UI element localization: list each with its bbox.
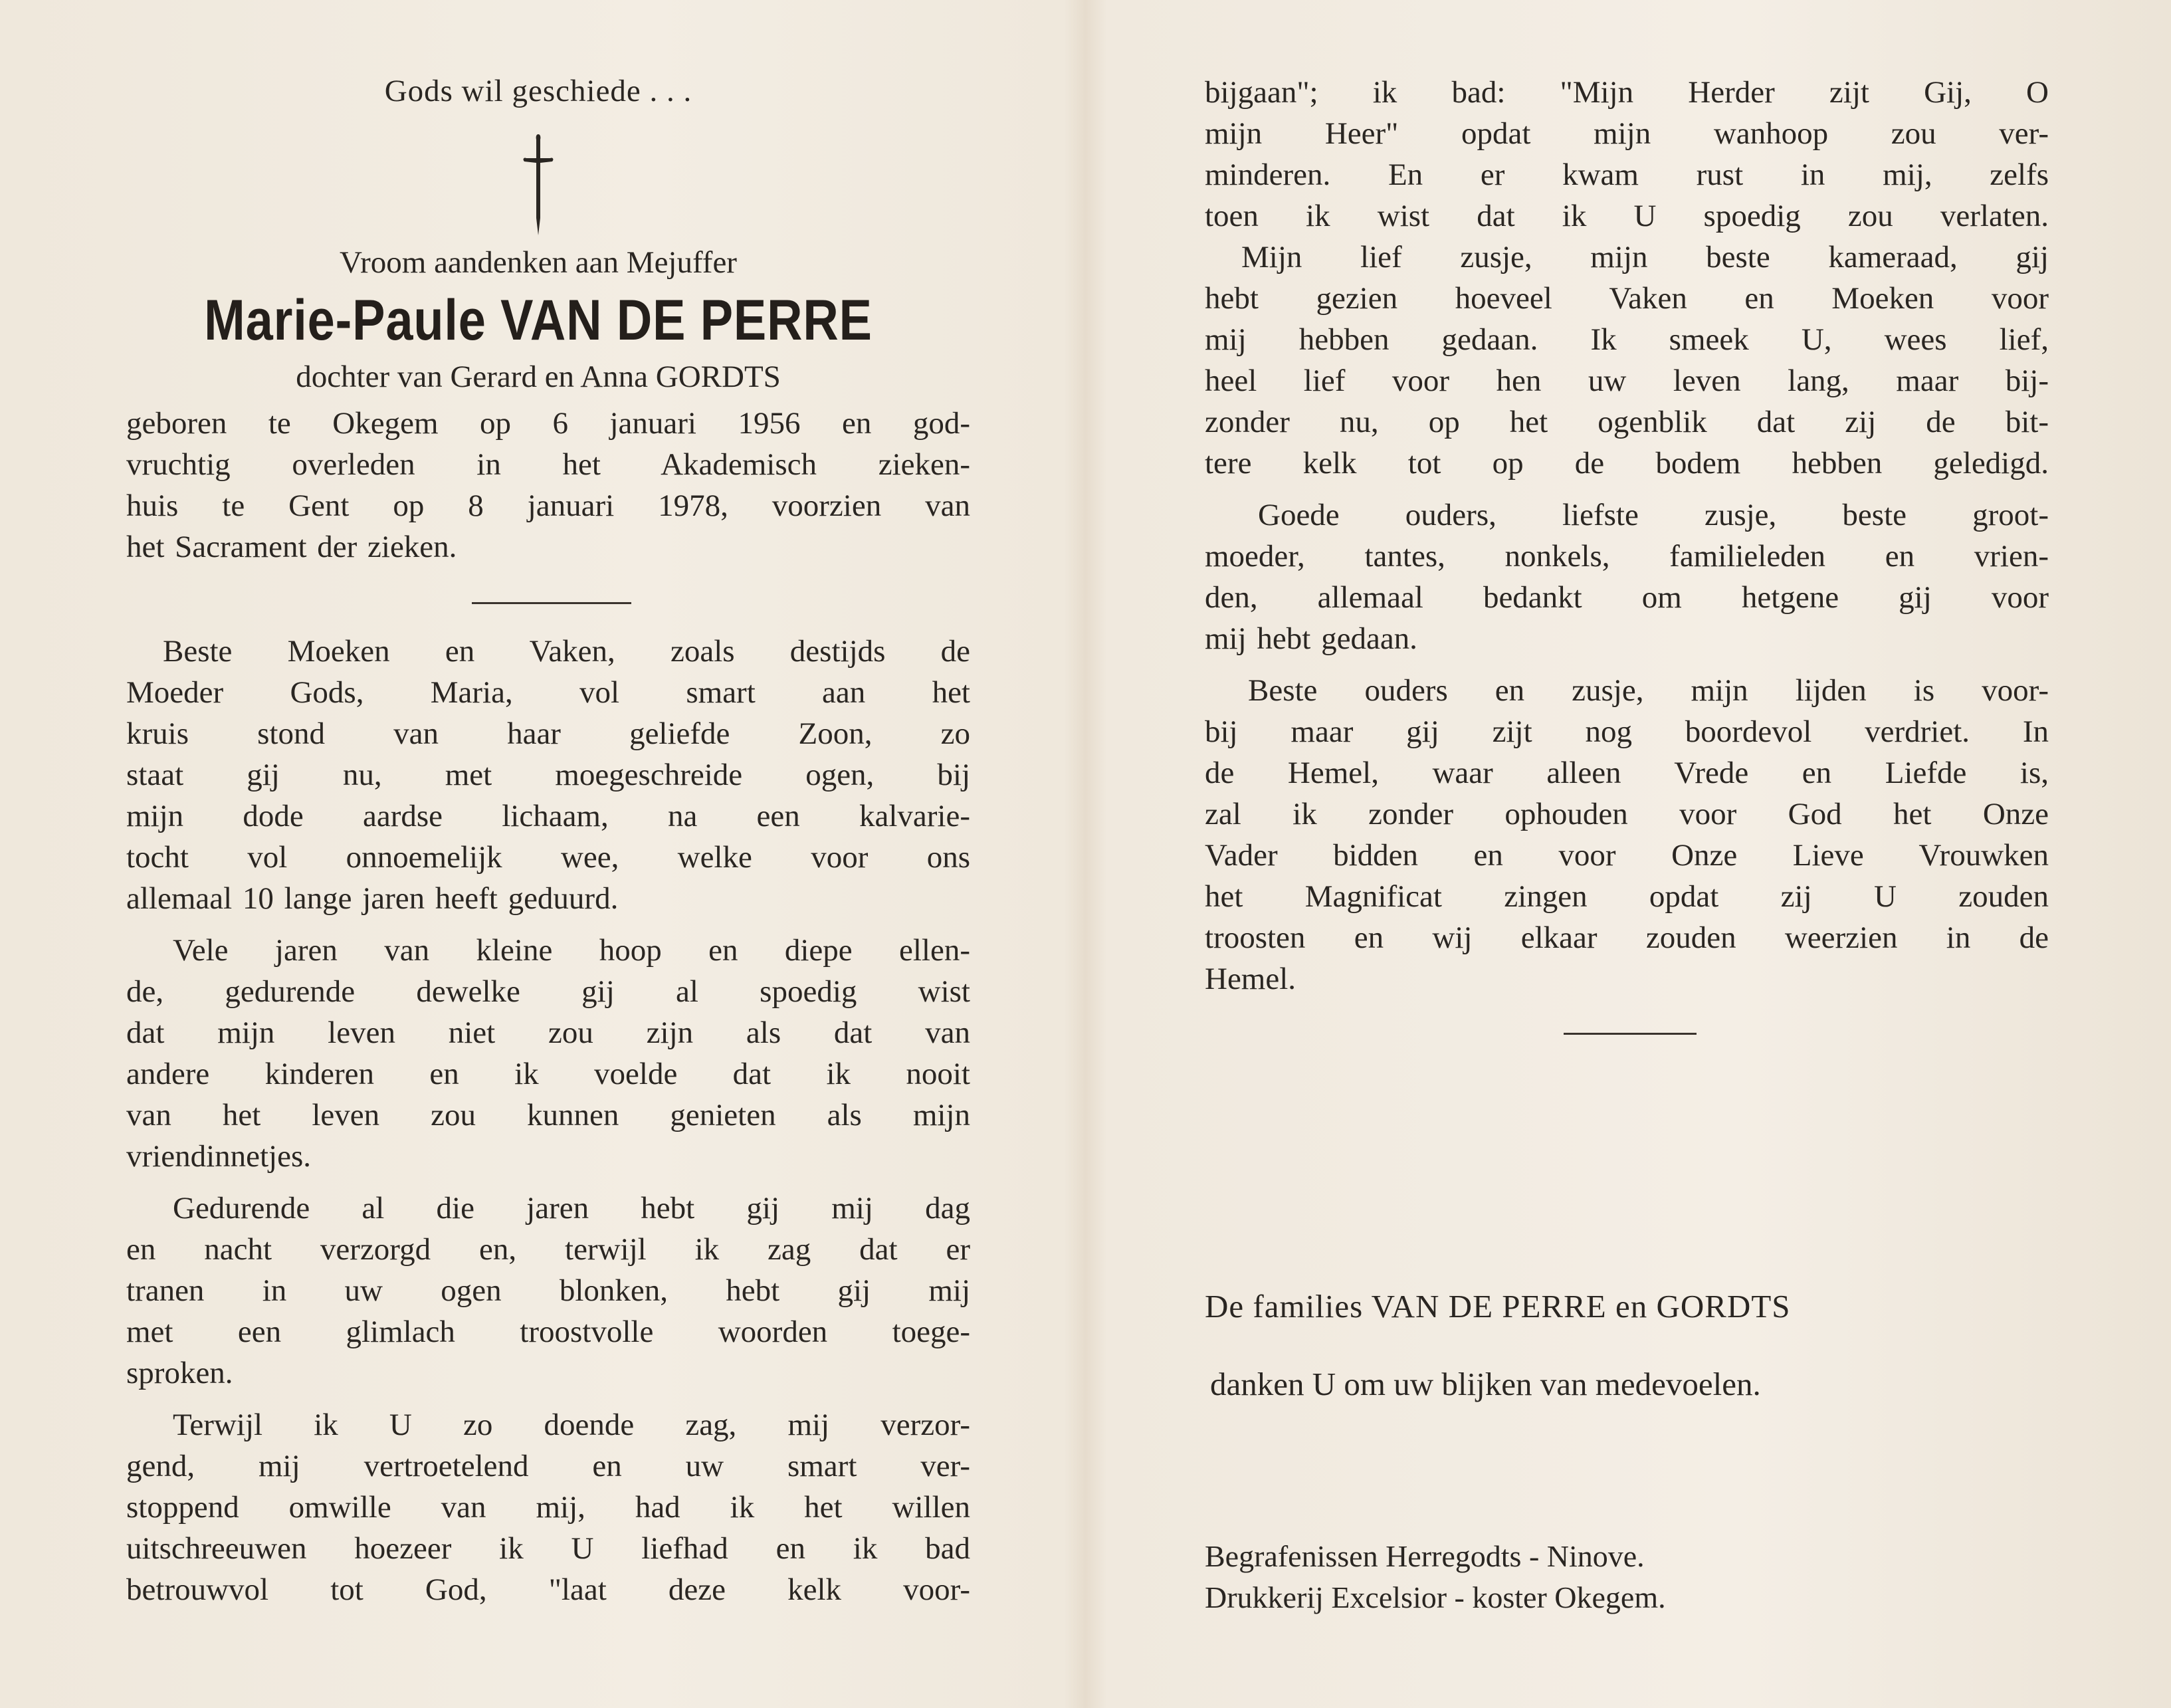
- text-line: de Hemel, waar alleen Vrede en Liefde is,: [1205, 756, 2049, 790]
- text-line: Moeder Gods, Maria, vol smart aan het: [126, 675, 970, 710]
- text-line: mij hebben gedaan. Ik smeek U, wees lief,: [1205, 322, 2049, 357]
- text-line: tocht vol onnoemelijk wee, welke voor ons: [126, 840, 970, 875]
- deceased-name: Marie-Paule VAN DE PERRE: [204, 288, 873, 352]
- text-line: troosten en wij elkaar zouden weerzien in de: [1205, 920, 2049, 955]
- parents-line: dochter van Gerard en Anna GORDTS: [296, 360, 781, 394]
- paragraph-3: [126, 1188, 970, 1394]
- text-line: vriendinnetjes.: [126, 1139, 312, 1174]
- text-line: dat mijn leven niet zou zijn als dat van: [126, 1015, 970, 1050]
- text-line: zal ik zonder ophouden voor God het Onze: [1205, 797, 2049, 831]
- thanks-line: danken U om uw blijken van medevoelen.: [1210, 1366, 1761, 1402]
- text-line: en nacht verzorgd en, terwijl ik zag dat er: [126, 1232, 970, 1267]
- right-page: [1085, 0, 2171, 1708]
- text-line: minderen. En er kwam rust in mij, zelfs: [1205, 158, 2049, 192]
- text-line: huis te Gent op 8 januari 1978, voorzien van: [126, 488, 970, 523]
- text-line: mij hebt gedaan.: [1205, 621, 1417, 656]
- text-line: moeder, tantes, nonkels, familieleden en vrien-: [1205, 539, 2049, 574]
- text-line: Terwijl ik U zo doende zag, mij verzor-: [173, 1408, 970, 1442]
- text-line: Beste ouders en zusje, mijn lijden is voor-: [1248, 673, 2049, 708]
- text-line: gend, mij vertroetelend en uw smart ver-: [126, 1449, 970, 1483]
- text-line: andere kinderen en ik voelde dat ik nooit: [126, 1057, 970, 1091]
- text-line: zonder nu, op het ogenblik dat zij de bit-: [1205, 405, 2049, 439]
- text-line: mijn dode aardse lichaam, na een kalvarie-: [126, 799, 970, 833]
- left-page: [0, 0, 1085, 1708]
- text-line: sproken.: [126, 1356, 233, 1390]
- paragraph-1: [126, 631, 970, 919]
- paragraph-7: [1205, 494, 2049, 659]
- families-line: De families VAN DE PERRE en GORDTS: [1205, 1288, 1791, 1325]
- text-line: allemaal 10 lange jaren heeft geduurd.: [126, 881, 619, 916]
- text-line: vruchtig overleden in het Akademisch zieken-: [126, 447, 970, 482]
- text-line: betrouwvol tot God, "laat deze kelk voor-: [126, 1572, 970, 1607]
- text-line: het Sacrament der zieken.: [126, 530, 457, 564]
- text-line: hebt gezien hoeveel Vaken en Moeken voor: [1205, 281, 2049, 316]
- text-line: Gedurende al die jaren hebt gij mij dag: [173, 1191, 970, 1226]
- text-line: den, allemaal bedankt om hetgene gij voor: [1205, 580, 2049, 615]
- text-line: tranen in uw ogen blonken, hebt gij mij: [126, 1273, 970, 1308]
- right-column: [1205, 72, 2049, 1618]
- text-line: Vele jaren van kleine hoop en diepe ellen-: [173, 933, 970, 968]
- birth-death-paragraph: [126, 403, 970, 568]
- paragraph-6: [1205, 237, 2049, 484]
- funeral-home-line: Begrafenissen Herregodts - Ninove.: [1205, 1539, 1645, 1573]
- text-line: geboren te Okegem op 6 januari 1956 en god-: [126, 406, 970, 441]
- printer-line: Drukkerij Excelsior - koster Okegem.: [1205, 1580, 1666, 1614]
- text-line: stoppend omwille van mij, had ik het willen: [126, 1490, 970, 1525]
- paragraph-8: [1205, 670, 2049, 1000]
- cross-icon: [126, 132, 970, 238]
- text-line: bijgaan"; ik bad: "Mijn Herder zijt Gij, O: [1205, 75, 2049, 110]
- motto: Gods wil geschiede . . .: [384, 74, 692, 108]
- text-line: uitschreeuwen hoezeer ik U liefhad en ik bad: [126, 1531, 970, 1566]
- text-line: de, gedurende dewelke gij al spoedig wist: [126, 974, 970, 1009]
- text-line: Goede ouders, liefste zusje, beste groot-: [1258, 498, 2049, 532]
- text-line: Mijn lief zusje, mijn beste kameraad, gij: [1241, 240, 2049, 274]
- paragraph-2: [126, 930, 970, 1177]
- text-line: Hemel.: [1205, 962, 1296, 996]
- text-line: tere kelk tot op de bodem hebben geledigd.: [1205, 446, 2049, 480]
- left-column: [126, 73, 970, 1610]
- paragraph-5: [1205, 72, 2049, 237]
- text-line: mijn Heer" opdat mijn wanhoop zou ver-: [1205, 116, 2049, 151]
- memory-line: Vroom aandenken aan Mejuffer: [340, 245, 737, 280]
- text-line: staat gij nu, met moegeschreide ogen, bij: [126, 758, 970, 792]
- text-line: toen ik wist dat ik U spoedig zou verlaten.: [1205, 199, 2049, 233]
- text-line: met een glimlach troostvolle woorden toege-: [126, 1315, 970, 1349]
- text-line: Beste Moeken en Vaken, zoals destijds de: [163, 634, 970, 669]
- text-line: Vader bidden en voor Onze Lieve Vrouwken: [1205, 838, 2049, 873]
- text-line: het Magnificat zingen opdat zij U zouden: [1205, 879, 2049, 914]
- text-line: kruis stond van haar geliefde Zoon, zo: [126, 716, 970, 751]
- text-line: bij maar gij zijt nog boordevol verdriet. In: [1205, 714, 2049, 749]
- paragraph-4: [126, 1404, 970, 1610]
- text-line: heel lief voor hen uw leven lang, maar bij-: [1205, 364, 2049, 398]
- text-line: van het leven zou kunnen genieten als mijn: [126, 1098, 970, 1132]
